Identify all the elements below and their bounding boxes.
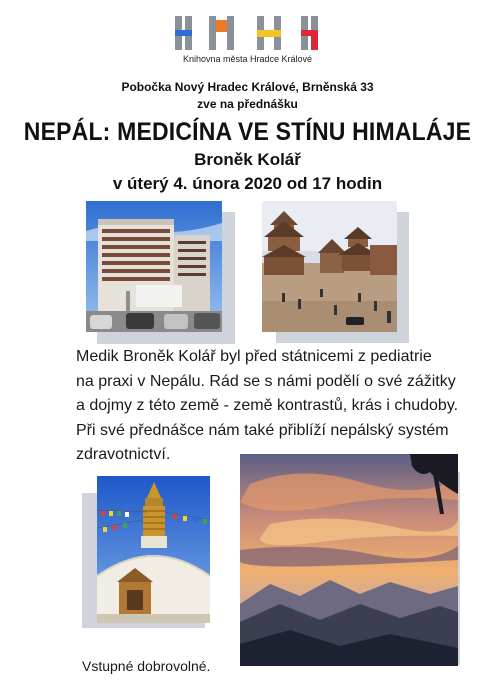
kmhk-logo-mark — [175, 16, 321, 50]
durbar-square-temples-photo — [262, 201, 397, 332]
branch-address: Pobočka Nový Hradec Králové, Brněnská 33 — [121, 80, 374, 94]
stupa-prayer-flags-photo — [97, 476, 210, 623]
event-date: v úterý 4. února 2020 od 17 hodin — [112, 174, 383, 193]
library-logo — [175, 16, 321, 50]
description-line: na praxi v Nepálu. Rád se s námi podělí o své zážitky — [76, 372, 456, 390]
library-name: Knihovna města Hradce Králové — [182, 54, 313, 64]
description-line: Při své přednášce nám také přiblíží nepálský systém — [76, 421, 449, 439]
description-line: Medik Broněk Kolář byl před státnicemi z pediatrie — [76, 348, 432, 365]
description-line: a dojmy z této země - země kontrastů, krás i chudoby. — [76, 397, 459, 414]
himalaya-sunset-photo — [240, 454, 458, 666]
speaker-name: Broněk Kolář — [194, 150, 301, 169]
lecture-description — [76, 345, 476, 468]
description-line: zdravotnictví. — [76, 446, 171, 463]
invitation-text: zve na přednášku — [197, 97, 298, 111]
hospital-building-photo — [86, 201, 222, 332]
lecture-title: NEPÁL: MEDICÍNA VE STÍNU HIMALÁJE — [23, 118, 472, 146]
entry-fee-note: Vstupné dobrovolné. — [82, 658, 211, 674]
